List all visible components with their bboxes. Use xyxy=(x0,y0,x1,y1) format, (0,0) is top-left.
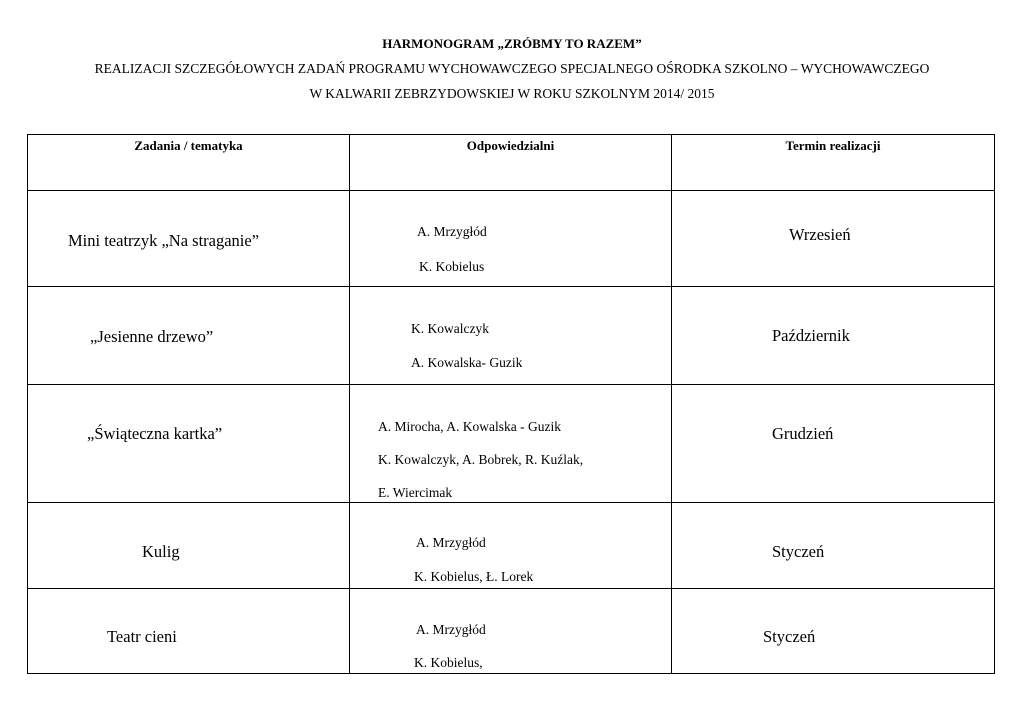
task-label: „Jesienne drzewo” xyxy=(90,327,214,346)
task-label: Kulig xyxy=(142,542,180,561)
column-header-responsible: Odpowiedzialni xyxy=(350,135,672,191)
responsible-person: A. Kowalska- Guzik xyxy=(411,355,523,370)
document-subtitle-line-1: REALIZACJI SZCZEGÓŁOWYCH ZADAŃ PROGRAMU WYCHOWAWCZEGO SPECJALNEGO OŚRODKA SZKOLNO – WYCHOWAWCZEGO xyxy=(94,61,930,76)
task-cell xyxy=(28,191,350,287)
term-label: Styczeń xyxy=(763,627,816,646)
responsible-cell xyxy=(350,385,672,503)
responsible-person: K. Kobielus, xyxy=(414,655,483,670)
task-label: „Świąteczna kartka” xyxy=(87,424,223,443)
table-row xyxy=(28,287,995,385)
term-cell xyxy=(672,589,995,674)
responsible-person: A. Mrzygłód xyxy=(416,535,486,550)
task-cell xyxy=(28,589,350,674)
schedule-table xyxy=(27,134,995,674)
document-subtitle-line-2: W KALWARII ZEBRZYDOWSKIEJ W ROKU SZKOLNYM 2014/ 2015 xyxy=(309,86,715,101)
column-header-term: Termin realizacji xyxy=(672,135,995,191)
responsible-person: K. Kobielus, Ł. Lorek xyxy=(414,569,534,584)
term-label: Październik xyxy=(772,326,850,345)
task-cell xyxy=(28,385,350,503)
document-title: HARMONOGRAM „ZRÓBMY TO RAZEM” xyxy=(382,36,642,51)
responsible-person: K. Kobielus xyxy=(419,259,485,274)
term-cell xyxy=(672,385,995,503)
responsible-person: E. Wiercimak xyxy=(378,485,453,500)
task-cell xyxy=(28,287,350,385)
table-header-row xyxy=(28,135,995,191)
table-row xyxy=(28,503,995,589)
term-label: Wrzesień xyxy=(789,225,851,244)
term-label: Styczeń xyxy=(772,542,825,561)
responsible-person: K. Kowalczyk xyxy=(411,321,489,336)
responsible-person: A. Mirocha, A. Kowalska - Guzik xyxy=(378,419,561,434)
responsible-cell xyxy=(350,503,672,589)
task-label: Mini teatrzyk „Na straganie” xyxy=(68,231,260,250)
term-cell xyxy=(672,191,995,287)
responsible-cell xyxy=(350,589,672,674)
table-row xyxy=(28,385,995,503)
responsible-person: K. Kowalczyk, A. Bobrek, R. Kuźlak, xyxy=(378,452,584,467)
term-cell xyxy=(672,287,995,385)
table-row xyxy=(28,191,995,287)
term-label: Grudzień xyxy=(772,424,834,443)
term-cell xyxy=(672,503,995,589)
task-cell xyxy=(28,503,350,589)
column-header-tasks: Zadania / tematyka xyxy=(28,135,350,191)
responsible-person: A. Mrzygłód xyxy=(417,224,487,239)
responsible-cell xyxy=(350,287,672,385)
responsible-cell xyxy=(350,191,672,287)
responsible-person: A. Mrzygłód xyxy=(416,622,486,637)
table-row xyxy=(28,589,995,674)
task-label: Teatr cieni xyxy=(107,627,177,646)
